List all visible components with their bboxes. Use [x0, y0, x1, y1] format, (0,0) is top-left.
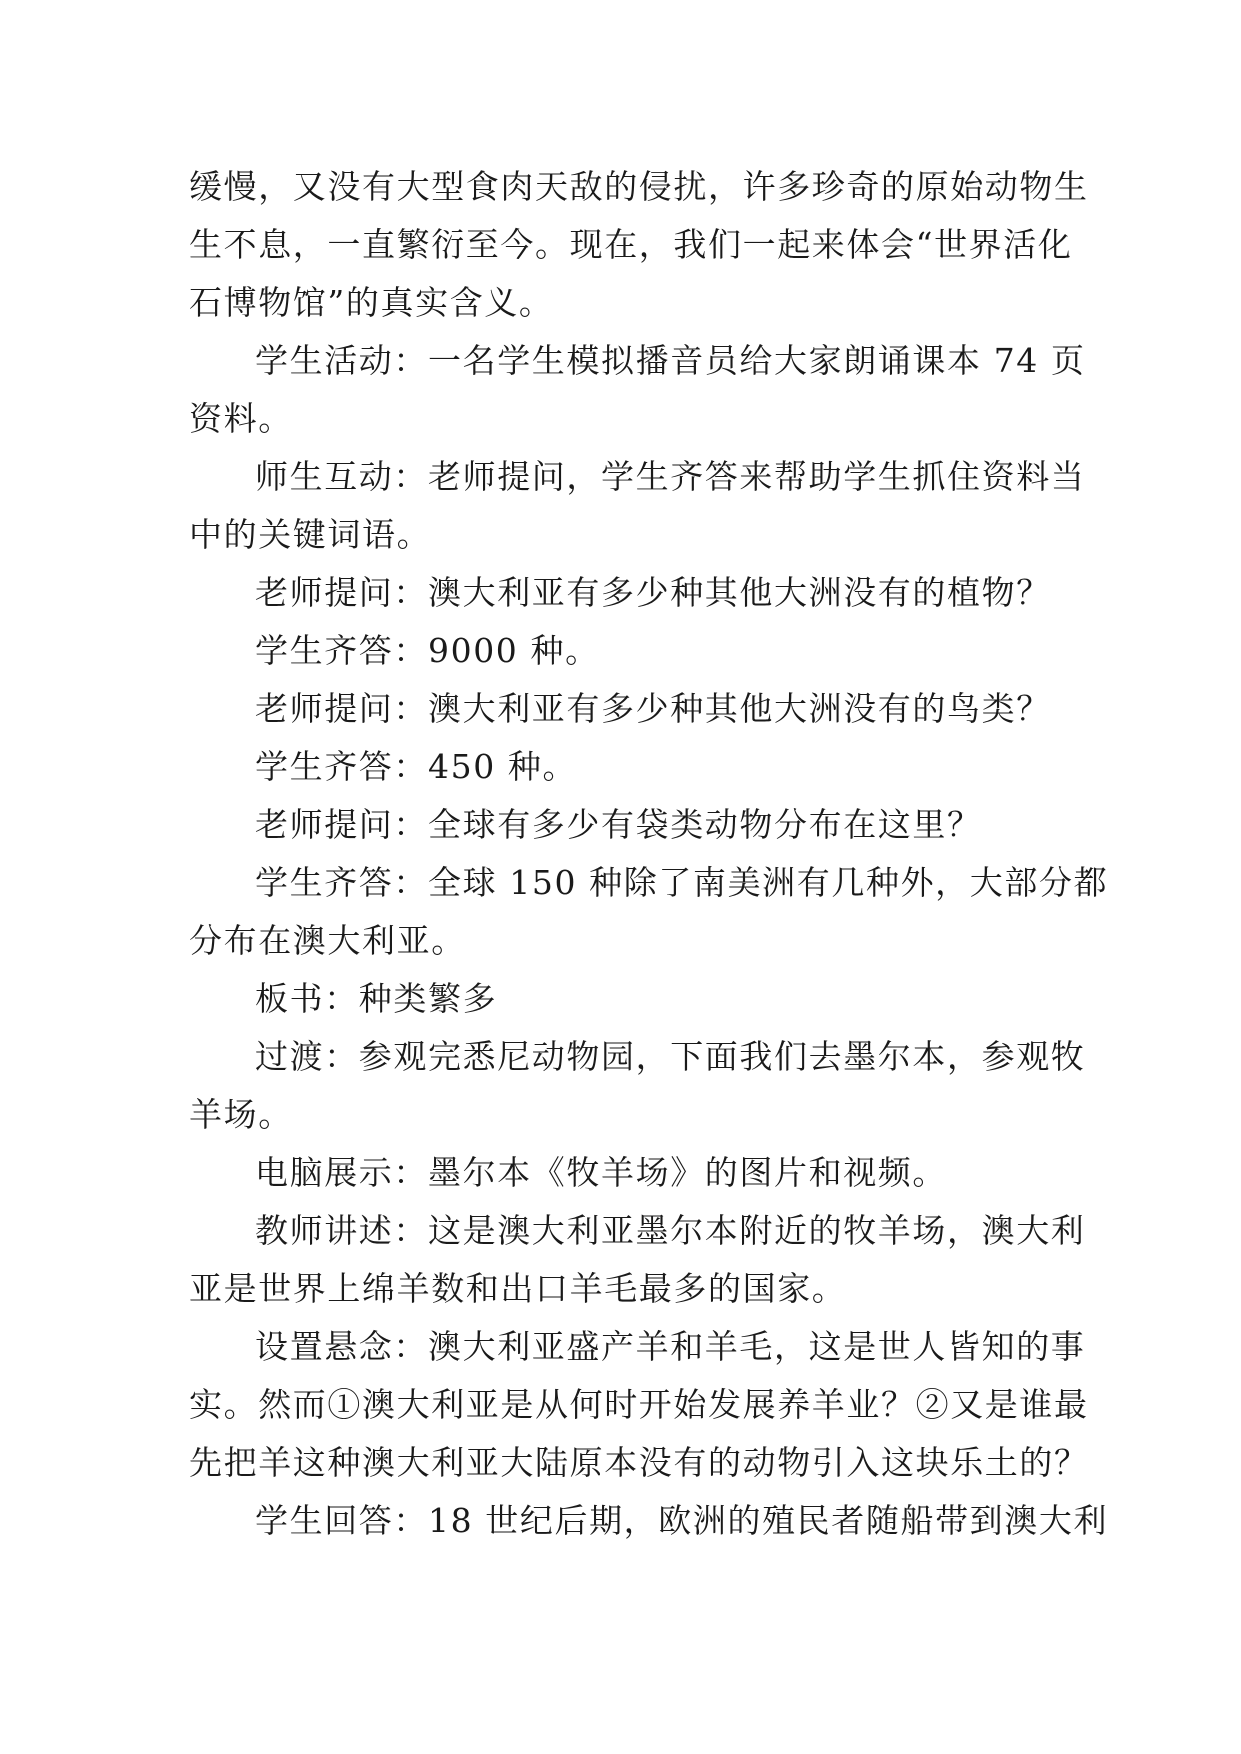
text-line: 资料。: [189, 399, 293, 438]
text-line: 电脑展示：墨尔本《牧羊场》的图片和视频。: [255, 1153, 947, 1192]
text-line: 学生齐答：450 种。: [255, 747, 578, 786]
text-line: 先把羊这种澳大利亚大陆原本没有的动物引入这块乐土的？: [189, 1443, 1089, 1482]
text-line: 中的关键词语。: [189, 515, 432, 554]
text-line: 学生活动：一名学生模拟播音员给大家朗诵课本 74 页: [255, 341, 1086, 380]
text-line: 老师提问：澳大利亚有多少种其他大洲没有的植物？: [255, 573, 1051, 612]
text-line: 亚是世界上绵羊数和出口羊毛最多的国家。: [189, 1269, 847, 1308]
text-line: 设置悬念：澳大利亚盛产羊和羊毛，这是世人皆知的事: [255, 1327, 1086, 1366]
text-line: 学生齐答：全球 150 种除了南美洲有几种外，大部分都: [255, 863, 1109, 902]
text-line: 实。然而①澳大利亚是从何时开始发展养羊业？②又是谁最: [189, 1385, 1089, 1424]
text-line: 缓慢，又没有大型食肉天敌的侵扰，许多珍奇的原始动物生: [189, 167, 1089, 206]
text-line: 过渡：参观完悉尼动物园，下面我们去墨尔本，参观牧: [255, 1037, 1086, 1076]
text-line: 羊场。: [189, 1095, 293, 1134]
text-line: 学生回答：18 世纪后期，欧洲的殖民者随船带到澳大利: [255, 1501, 1109, 1540]
text-line: 石博物馆”的真实含义。: [189, 283, 554, 322]
text-line: 老师提问：澳大利亚有多少种其他大洲没有的鸟类？: [255, 689, 1051, 728]
text-line: 分布在澳大利亚。: [189, 921, 466, 960]
text-line: 学生齐答：9000 种。: [255, 631, 600, 670]
document-body: [189, 158, 1109, 1550]
text-line: 生不息，一直繁衍至今。现在，我们一起来体会“世界活化: [189, 225, 1073, 264]
text-line: 老师提问：全球有多少有袋类动物分布在这里？: [255, 805, 982, 844]
text-line: 教师讲述：这是澳大利亚墨尔本附近的牧羊场，澳大利: [255, 1211, 1086, 1250]
text-line: 板书：种类繁多: [255, 979, 498, 1018]
text-line: 师生互动：老师提问，学生齐答来帮助学生抓住资料当: [255, 457, 1086, 496]
